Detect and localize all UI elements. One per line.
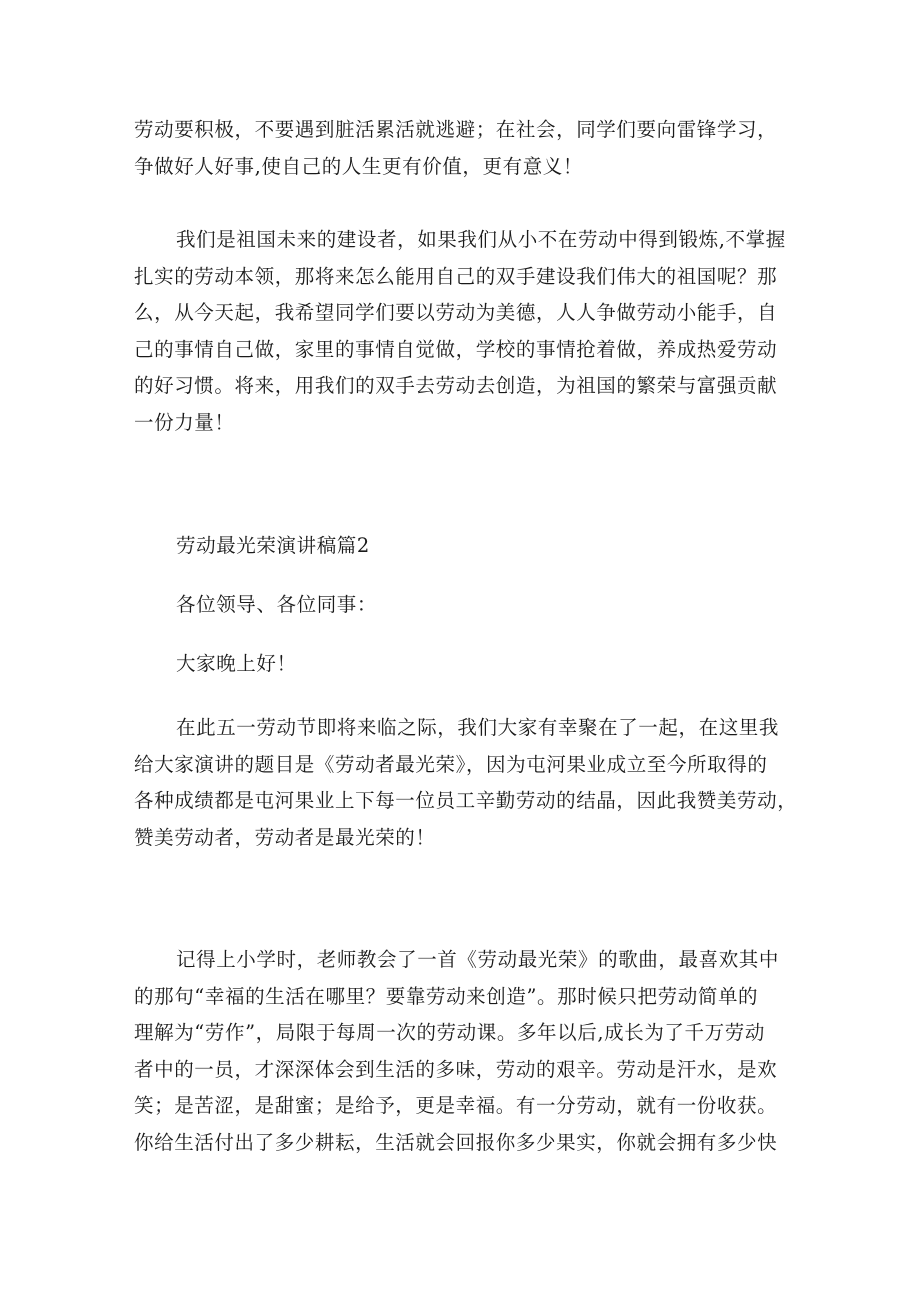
paragraph-line: 各种成绩都是屯河果业上下每一位员工辛勤劳动的结晶，因此我赞美劳动， <box>134 789 798 813</box>
paragraph-line: 争做好人好事,使自己的人生更有价值，更有意义！ <box>134 154 583 178</box>
paragraph-7 <box>134 942 784 1162</box>
paragraph-line: 者中的一员，才深深体会到生活的多味，劳动的艰辛。劳动是汗水，是欢 <box>134 1057 778 1081</box>
paragraph-line: 赞美劳动者，劳动者是最光荣的！ <box>134 825 436 849</box>
paragraph-line: 我们是祖国未来的建设者，如果我们从小不在劳动中得到锻炼,不掌握 <box>176 228 786 251</box>
paragraph-line: 记得上小学时，老师教会了一首《劳动最光荣》的歌曲，最喜欢其中 <box>176 948 780 971</box>
paragraph-line: 在此五一劳动节即将来临之际，我们大家有幸聚在了一起，在这里我 <box>176 716 780 739</box>
paragraph-2 <box>134 222 784 442</box>
paragraph-line: 的好习惯。将来，用我们的双手去劳动去创造，为祖国的繁荣与富强贡献 <box>134 374 778 398</box>
paragraph-line: 劳动要积极，不要遇到脏活累活就逃避；在社会，同学们要向雷锋学习， <box>134 118 778 141</box>
paragraph-1 <box>134 112 784 185</box>
greeting <box>134 646 784 683</box>
paragraph-line: 己的事情自己做，家里的事情自觉做，学校的事情抢着做，养成热爱劳动 <box>134 337 778 361</box>
paragraph-6 <box>134 710 798 856</box>
section-heading <box>134 528 784 565</box>
paragraph-line: 理解为“劳作”，局限于每周一次的劳动课。多年以后,成长为了千万劳动 <box>134 1021 765 1045</box>
salutation-line: 各位领导、各位同事： <box>176 593 378 616</box>
paragraph-line: 笑；是苦涩，是甜蜜；是给予，更是幸福。有一分劳动，就有一份收获。 <box>134 1094 778 1118</box>
paragraph-line: 一份力量！ <box>134 410 235 434</box>
salutation <box>134 587 784 624</box>
paragraph-line: 么，从今天起，我希望同学们要以劳动为美德，人人争做劳动小能手，自 <box>134 301 778 325</box>
paragraph-line: 扎实的劳动本领，那将来怎么能用自己的双手建设我们伟大的祖国呢？那 <box>134 264 778 288</box>
greeting-line: 大家晚上好！ <box>176 652 297 675</box>
section-title: 劳动最光荣演讲稿篇2 <box>176 534 370 557</box>
paragraph-line: 你给生活付出了多少耕耘，生活就会回报你多少果实，你就会拥有多少快 <box>134 1130 778 1154</box>
paragraph-line: 的那句“幸福的生活在哪里？要靠劳动来创造”。那时候只把劳动简单的 <box>134 984 759 1008</box>
paragraph-line: 给大家演讲的题目是《劳动者最光荣》，因为屯河果业成立至今所取得的 <box>134 752 768 776</box>
